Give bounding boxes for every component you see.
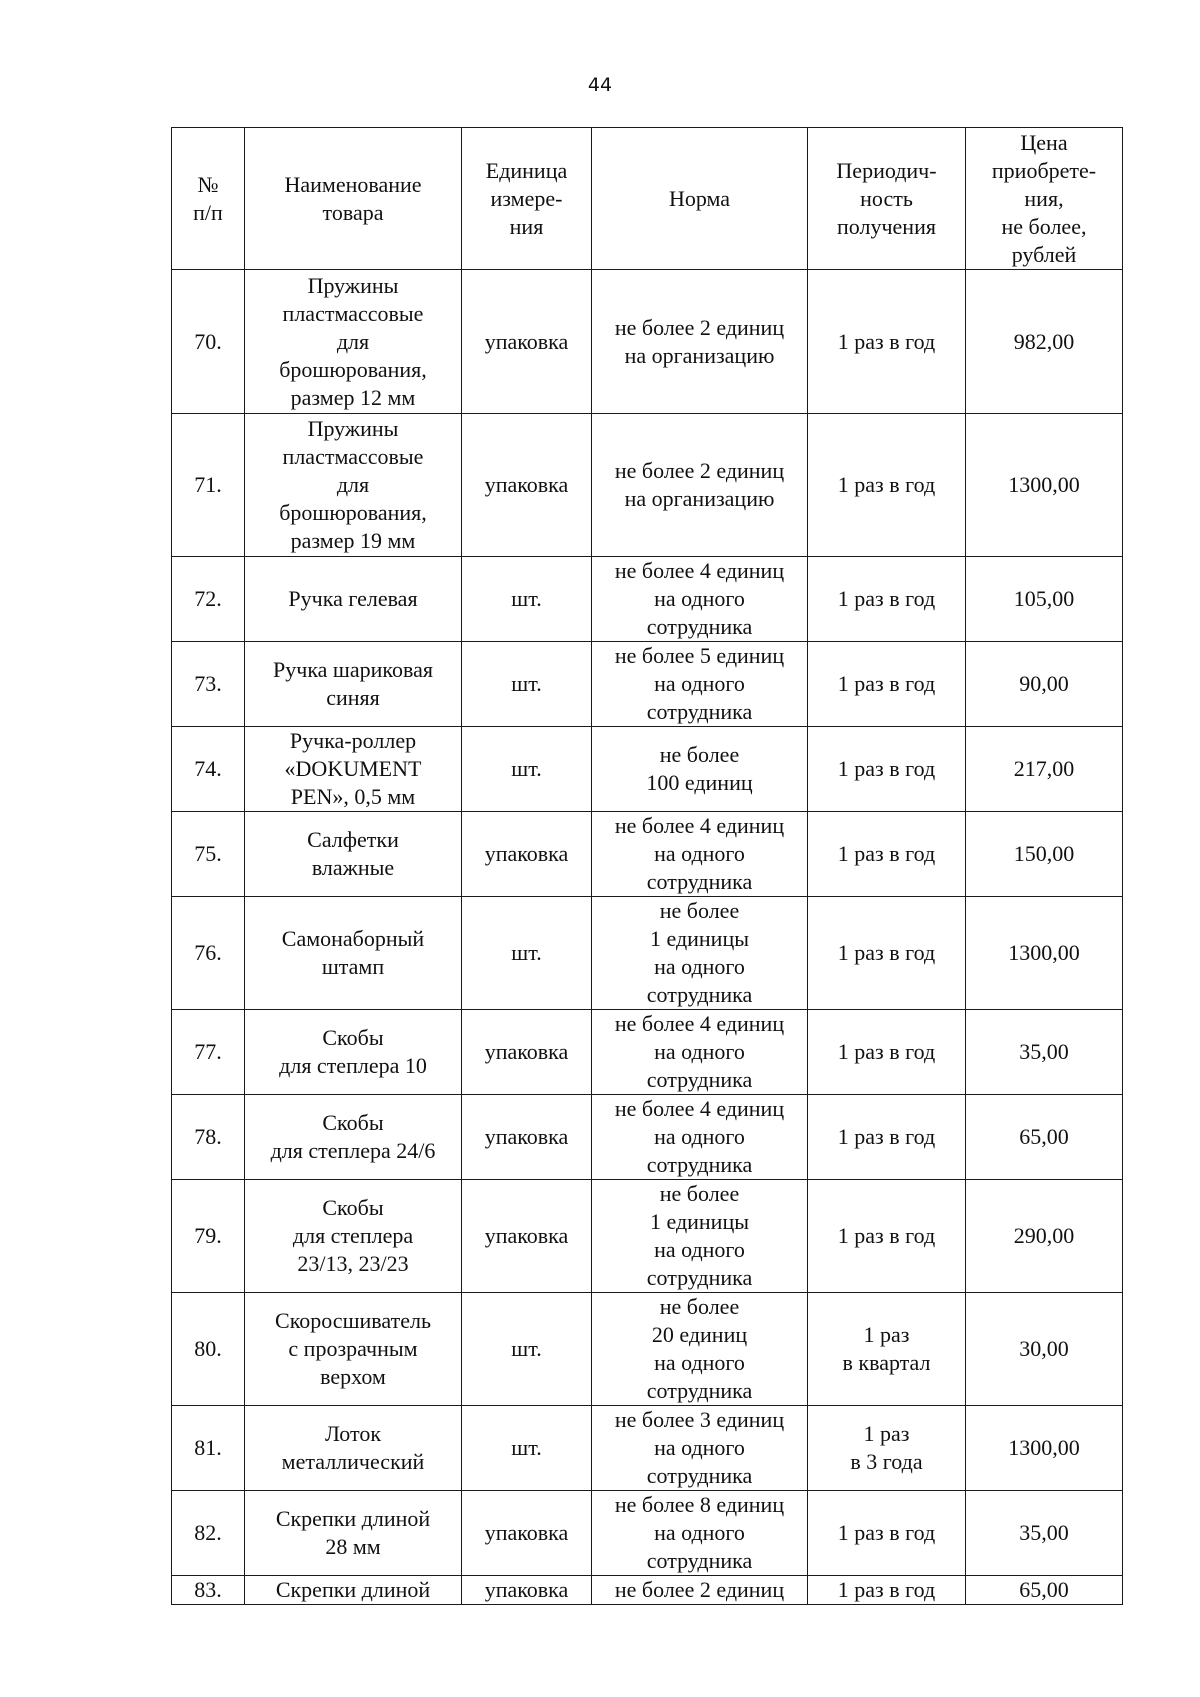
- header-name: Наименование товара: [245, 128, 462, 270]
- cell-num-text: 71.: [194, 472, 222, 497]
- cell-unit: [462, 1180, 592, 1293]
- cell-num-text: 73.: [194, 671, 222, 696]
- cell-name: [245, 642, 462, 727]
- cell-norm: [592, 812, 808, 897]
- cell-unit-text: упаковка: [484, 1124, 569, 1149]
- cell-price: [966, 270, 1123, 414]
- page-number: 44: [587, 74, 613, 96]
- cell-price-text: 35,00: [1019, 1520, 1069, 1545]
- cell-norm: [592, 1576, 808, 1605]
- cell-period: [808, 727, 966, 812]
- cell-period: [808, 1491, 966, 1576]
- table-row: [172, 1491, 1123, 1576]
- cell-norm: [592, 557, 808, 642]
- cell-name: [245, 414, 462, 557]
- cell-period: [808, 1095, 966, 1180]
- cell-norm-text: не более 20 единиц на одного сотрудника: [646, 1294, 753, 1403]
- cell-name: [245, 1406, 462, 1491]
- cell-norm: [592, 642, 808, 727]
- cell-name-text: Скобы для степлера 10: [279, 1025, 427, 1078]
- cell-unit: [462, 557, 592, 642]
- cell-price-text: 1300,00: [1008, 1435, 1080, 1460]
- cell-unit: [462, 897, 592, 1010]
- cell-num-text: 75.: [194, 841, 222, 866]
- header-period: Периодич- ность получения: [808, 128, 966, 270]
- cell-name-text: Ручка шариковая синяя: [273, 657, 433, 710]
- table-body: [172, 270, 1123, 1605]
- cell-period: [808, 557, 966, 642]
- table-row: [172, 557, 1123, 642]
- cell-period-text: 1 раз в год: [837, 1039, 936, 1064]
- cell-period-text: 1 раз в год: [837, 940, 936, 965]
- table-row: [172, 1095, 1123, 1180]
- cell-price: [966, 727, 1123, 812]
- cell-num: [172, 1576, 245, 1605]
- cell-norm-text: не более 8 единиц на одного сотрудника: [614, 1492, 785, 1573]
- cell-unit-text: упаковка: [484, 472, 569, 497]
- cell-period: [808, 1576, 966, 1605]
- cell-price: [966, 1491, 1123, 1576]
- cell-norm-text: не более 4 единиц на одного сотрудника: [614, 813, 785, 894]
- cell-unit: [462, 1491, 592, 1576]
- cell-name: [245, 1180, 462, 1293]
- cell-name: [245, 557, 462, 642]
- cell-period: [808, 1293, 966, 1406]
- cell-name: [245, 1095, 462, 1180]
- cell-price-text: 217,00: [1013, 756, 1075, 781]
- cell-norm: [592, 1406, 808, 1491]
- cell-norm: [592, 270, 808, 414]
- table-row: [172, 270, 1123, 414]
- cell-period-text: 1 раз в год: [837, 328, 936, 354]
- cell-num: [172, 1180, 245, 1293]
- cell-num-text: 79.: [194, 1223, 222, 1248]
- cell-period-text: 1 раз в квартал: [842, 1322, 931, 1375]
- cell-period-text: 1 раз в 3 года: [850, 1421, 923, 1474]
- cell-norm-text: не более 100 единиц: [646, 742, 753, 795]
- cell-price: [966, 414, 1123, 557]
- cell-price-text: 105,00: [1013, 586, 1075, 611]
- cell-price: [966, 642, 1123, 727]
- cell-unit-text: шт.: [511, 1435, 542, 1460]
- cell-norm-text: не более 3 единиц на одного сотрудника: [614, 1407, 785, 1488]
- cell-name: [245, 1576, 462, 1605]
- cell-price: [966, 1095, 1123, 1180]
- cell-unit: [462, 414, 592, 557]
- cell-norm-text: не более 1 единицы на одного сотрудника: [646, 1181, 753, 1290]
- cell-name-text: Скоросшиватель с прозрачным верхом: [275, 1308, 431, 1389]
- cell-unit-text: шт.: [511, 756, 542, 781]
- table-header-row: [172, 128, 1123, 270]
- cell-num: [172, 1491, 245, 1576]
- cell-price: [966, 1293, 1123, 1406]
- cell-name-text: Пружины пластмассовые для брошюрования, размер 19 мм: [279, 416, 427, 553]
- cell-price-text: 1300,00: [1008, 472, 1080, 497]
- cell-unit-text: упаковка: [484, 841, 569, 866]
- cell-norm-text: не более 4 единиц на одного сотрудника: [614, 1011, 785, 1092]
- cell-period-text: 1 раз в год: [837, 756, 936, 781]
- cell-period: [808, 414, 966, 557]
- table-row: [172, 897, 1123, 1010]
- cell-norm-text: не более 2 единиц: [614, 1577, 785, 1602]
- cell-unit-text: упаковка: [484, 328, 569, 354]
- norms-table: [171, 127, 1123, 1605]
- cell-norm-text: не более 1 единицы на одного сотрудника: [646, 898, 753, 1007]
- cell-name-text: Скобы для степлера 23/13, 23/23: [292, 1195, 414, 1276]
- cell-price-text: 1300,00: [1008, 940, 1080, 965]
- cell-period-text: 1 раз в год: [837, 586, 936, 611]
- cell-num: [172, 1293, 245, 1406]
- cell-norm: [592, 1180, 808, 1293]
- cell-norm: [592, 897, 808, 1010]
- cell-period-text: 1 раз в год: [837, 472, 936, 497]
- cell-name-text: Скрепки длиной 28 мм: [275, 1506, 431, 1559]
- header-norm: Норма: [592, 128, 808, 270]
- cell-name: [245, 270, 462, 414]
- cell-price-text: 982,00: [1013, 328, 1075, 354]
- cell-name: [245, 812, 462, 897]
- cell-period-text: 1 раз в год: [837, 841, 936, 866]
- cell-num: [172, 897, 245, 1010]
- cell-unit: [462, 1293, 592, 1406]
- cell-num-text: 81.: [194, 1435, 222, 1460]
- cell-period: [808, 1406, 966, 1491]
- cell-unit: [462, 1010, 592, 1095]
- cell-name-text: Скобы для степлера 24/6: [270, 1110, 436, 1163]
- cell-norm: [592, 1010, 808, 1095]
- cell-num-text: 83.: [194, 1577, 222, 1602]
- table-row: [172, 1293, 1123, 1406]
- cell-name: [245, 897, 462, 1010]
- cell-name: [245, 1491, 462, 1576]
- cell-period: [808, 812, 966, 897]
- cell-norm: [592, 1293, 808, 1406]
- cell-norm-text: не более 5 единиц на одного сотрудника: [614, 643, 785, 724]
- cell-price: [966, 557, 1123, 642]
- cell-norm: [592, 727, 808, 812]
- cell-price-text: 65,00: [1019, 1124, 1069, 1149]
- cell-unit: [462, 1406, 592, 1491]
- cell-unit: [462, 1576, 592, 1605]
- header-num: № п/п: [172, 128, 245, 270]
- cell-num: [172, 414, 245, 557]
- cell-price-text: 150,00: [1013, 841, 1075, 866]
- cell-name: [245, 1293, 462, 1406]
- cell-unit-text: упаковка: [484, 1577, 569, 1602]
- cell-name-text: Пружины пластмассовые для брошюрования, размер 12 мм: [279, 272, 427, 410]
- cell-num-text: 76.: [194, 940, 222, 965]
- cell-norm: [592, 414, 808, 557]
- cell-price: [966, 1010, 1123, 1095]
- cell-name-text: Салфетки влажные: [307, 827, 399, 880]
- cell-num: [172, 1010, 245, 1095]
- cell-period: [808, 1010, 966, 1095]
- cell-norm: [592, 1095, 808, 1180]
- cell-num: [172, 812, 245, 897]
- cell-price: [966, 812, 1123, 897]
- cell-unit-text: шт.: [511, 586, 542, 611]
- cell-num-text: 72.: [194, 586, 222, 611]
- table-row: [172, 727, 1123, 812]
- table-row: [172, 1576, 1123, 1605]
- cell-name: [245, 1010, 462, 1095]
- cell-norm-text: не более 4 единиц на одного сотрудника: [614, 1096, 785, 1177]
- table-row: [172, 1180, 1123, 1293]
- cell-unit: [462, 1095, 592, 1180]
- cell-num-text: 74.: [194, 756, 222, 781]
- cell-unit: [462, 270, 592, 414]
- cell-period-text: 1 раз в год: [837, 1124, 936, 1149]
- table-row: [172, 1010, 1123, 1095]
- cell-price-text: 90,00: [1019, 671, 1069, 696]
- cell-num: [172, 557, 245, 642]
- table-row: [172, 642, 1123, 727]
- cell-name-text: Самонаборный штамп: [281, 926, 425, 979]
- cell-period-text: 1 раз в год: [837, 1577, 936, 1602]
- cell-num: [172, 642, 245, 727]
- cell-norm-text: не более 2 единиц на организацию: [614, 458, 785, 511]
- cell-period: [808, 1180, 966, 1293]
- header-price: Цена приобрете- ния, не более, рублей: [966, 128, 1123, 270]
- cell-period: [808, 642, 966, 727]
- cell-price-text: 35,00: [1019, 1039, 1069, 1064]
- cell-period: [808, 270, 966, 414]
- cell-num: [172, 727, 245, 812]
- cell-name-text: Ручка гелевая: [288, 586, 418, 611]
- cell-name-text: Скрепки длиной: [275, 1577, 431, 1602]
- cell-norm-text: не более 4 единиц на одного сотрудника: [614, 558, 785, 639]
- header-unit: Единица измере- ния: [462, 128, 592, 270]
- cell-unit-text: упаковка: [484, 1520, 569, 1545]
- cell-price: [966, 1180, 1123, 1293]
- cell-unit: [462, 812, 592, 897]
- cell-price-text: 30,00: [1019, 1336, 1069, 1361]
- cell-name: [245, 727, 462, 812]
- cell-price: [966, 897, 1123, 1010]
- cell-num-text: 77.: [194, 1039, 222, 1064]
- cell-period-text: 1 раз в год: [837, 1520, 936, 1545]
- cell-unit-text: шт.: [511, 1336, 542, 1361]
- cell-period-text: 1 раз в год: [837, 1223, 936, 1248]
- cell-name-text: Лоток металлический: [281, 1421, 425, 1474]
- cell-num-text: 82.: [194, 1520, 222, 1545]
- cell-num: [172, 1406, 245, 1491]
- cell-num-text: 80.: [194, 1336, 222, 1361]
- cell-num-text: 78.: [194, 1124, 222, 1149]
- cell-unit-text: упаковка: [484, 1039, 569, 1064]
- cell-unit-text: шт.: [511, 671, 542, 696]
- table-row: [172, 1406, 1123, 1491]
- cell-price: [966, 1406, 1123, 1491]
- cell-unit: [462, 642, 592, 727]
- cell-unit: [462, 727, 592, 812]
- cell-num: [172, 1095, 245, 1180]
- cell-period-text: 1 раз в год: [837, 671, 936, 696]
- table-row: [172, 414, 1123, 557]
- cell-period: [808, 897, 966, 1010]
- cell-num: [172, 270, 245, 414]
- cell-unit-text: шт.: [511, 940, 542, 965]
- cell-price-text: 65,00: [1019, 1577, 1069, 1602]
- cell-norm-text: не более 2 единиц на организацию: [614, 314, 785, 368]
- cell-norm: [592, 1491, 808, 1576]
- table-row: [172, 812, 1123, 897]
- cell-num-text: 70.: [194, 328, 222, 354]
- cell-price: [966, 1576, 1123, 1605]
- cell-price-text: 290,00: [1013, 1223, 1075, 1248]
- cell-unit-text: упаковка: [484, 1223, 569, 1248]
- cell-name-text: Ручка-роллер «DOKUMENT PEN», 0,5 мм: [284, 728, 422, 809]
